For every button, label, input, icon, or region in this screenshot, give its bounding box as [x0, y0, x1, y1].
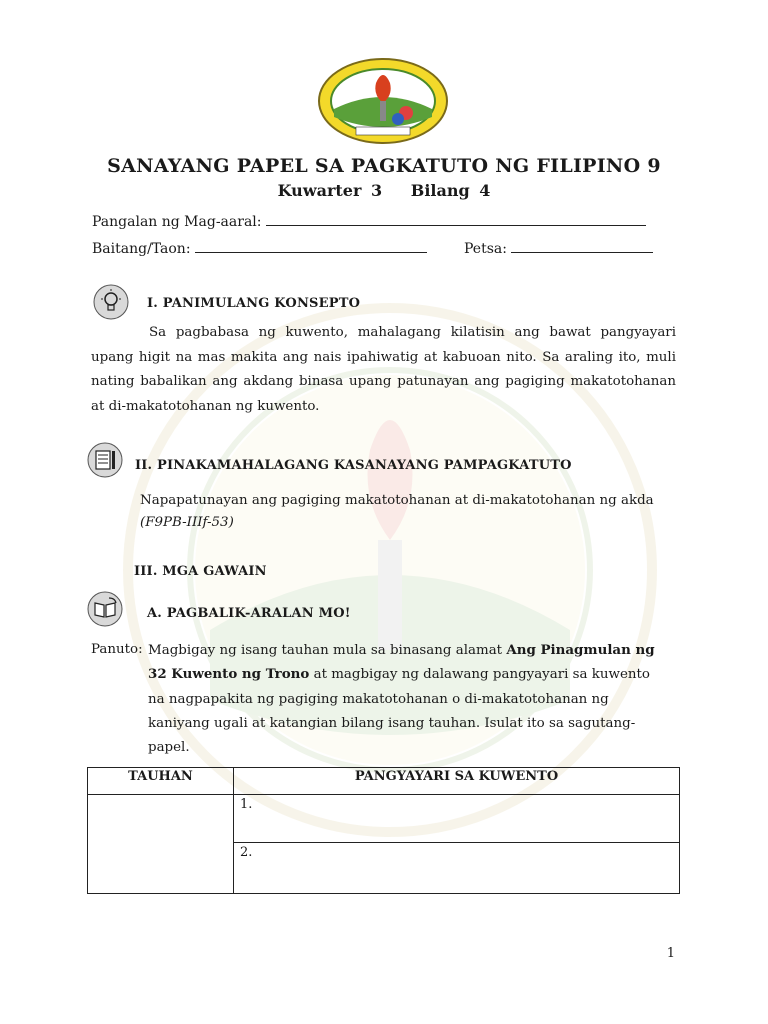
section-2-heading: II. PINAKAMAHALAGANG KASANAYANG PAMPAGKATUTO	[135, 458, 572, 473]
event-cell-1[interactable]: 1.	[234, 795, 680, 843]
section-3-heading: III. MGA GAWAIN	[134, 564, 267, 579]
student-name-row	[92, 214, 646, 230]
date-blank[interactable]	[511, 251, 653, 253]
header-pangyayari: PANGYAYARI SA KUWENTO	[234, 768, 680, 795]
event-cell-2[interactable]: 2.	[234, 843, 680, 894]
section-1-body: Sa pagbabasa ng kuwento, mahalagang kilatisin ang bawat pangyayari upang higit na mas makita ang nais ipahiwatig at kabuoan nito. Sa araling ito, muli nating babalikan ang akdang binasa upang patunayan ang pagiging makatotohanan at di-makatotohanan ng kuwento.	[91, 325, 676, 414]
instructions-line-2	[148, 662, 668, 760]
notepad-icon	[87, 442, 123, 478]
grade-blank[interactable]	[195, 251, 427, 253]
division-seal-logo	[316, 57, 450, 145]
page-subtitle: Kuwarter 3 Bilang 4	[277, 181, 491, 200]
section-1-text	[91, 321, 676, 419]
competency-code: (F9PB-IIIf-53)	[140, 515, 234, 530]
section-2-text	[140, 490, 680, 534]
activity-a-heading: A. PAGBALIK-ARALAN MO!	[147, 606, 351, 621]
tauhan-cell[interactable]	[88, 795, 234, 894]
date-row	[464, 241, 653, 257]
instructions-line-1	[148, 638, 668, 663]
name-blank[interactable]	[266, 224, 646, 226]
grade-row	[92, 241, 427, 257]
instructions-text-2: at magbigay ng dalawang pangyayari sa kuwento na nagpapakita ng pagiging makatotohanan o di-makatotohanan ng kaniyang ugali at katangian bilang isang tauhan. Isulat ito sa sagutang-papel.	[148, 667, 650, 756]
name-label: Pangalan ng Mag-aaral:	[92, 214, 262, 230]
grade-label: Baitang/Taon:	[92, 241, 191, 257]
book-refresh-icon	[87, 591, 123, 627]
activity-table	[87, 767, 680, 894]
instructions-text-1: Magbigay ng isang tauhan mula sa binasang alamat	[148, 643, 503, 658]
lightbulb-icon	[93, 284, 129, 320]
section-1-heading: I. PANIMULANG KONSEPTO	[147, 296, 361, 311]
instructions-label: Panuto:	[91, 642, 143, 657]
story-title-part-2: 32 Kuwento ng Trono	[148, 666, 310, 683]
story-title-part-1: Ang Pinagmulan ng	[506, 642, 655, 658]
date-label: Petsa:	[464, 241, 507, 257]
page-number: 1	[666, 946, 675, 961]
header-tauhan: TAUHAN	[88, 768, 234, 795]
competency-text: Napapatunayan ang pagiging makatotohanan at di-makatotohanan ng akda	[140, 493, 654, 508]
page-title: SANAYANG PAPEL SA PAGKATUTO NG FILIPINO 9	[107, 155, 661, 177]
